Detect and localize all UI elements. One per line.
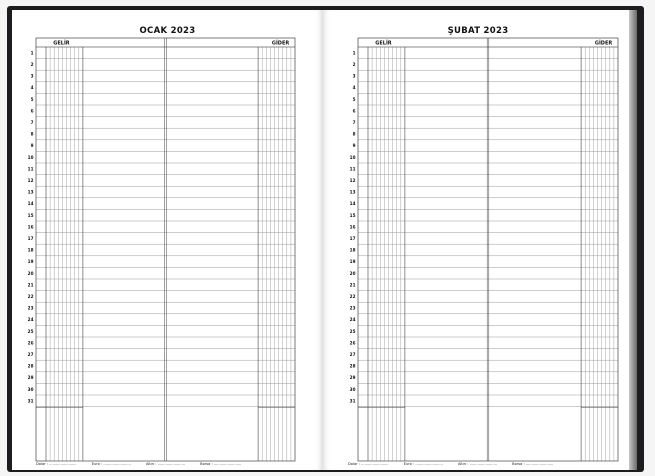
day-number: 13 bbox=[349, 189, 356, 195]
day-number: 1 bbox=[352, 50, 356, 56]
day-number: 25 bbox=[27, 328, 34, 334]
footer-borsa: Borsa : ........................ bbox=[512, 462, 554, 466]
footer-euro: Euro : ........................ bbox=[403, 462, 443, 466]
expense-header: GİDER bbox=[594, 40, 613, 47]
day-number: 4 bbox=[30, 85, 34, 91]
day-number: 15 bbox=[27, 212, 34, 218]
day-number: 9 bbox=[30, 143, 34, 149]
day-number: 9 bbox=[352, 143, 356, 149]
day-number: 20 bbox=[349, 270, 356, 276]
footer-currency-row bbox=[348, 462, 567, 466]
income-header: GELİR bbox=[375, 40, 392, 47]
day-number: 11 bbox=[349, 166, 356, 172]
day-number: 14 bbox=[27, 201, 34, 207]
day-number: 30 bbox=[349, 386, 356, 392]
day-number: 18 bbox=[27, 247, 34, 253]
footer-dolar: Dolar : ........................ bbox=[348, 462, 389, 466]
day-number: 10 bbox=[27, 154, 34, 160]
ledger-table bbox=[322, 10, 634, 470]
ledger-table bbox=[12, 10, 323, 470]
day-number: 5 bbox=[352, 96, 356, 102]
day-number: 8 bbox=[30, 131, 34, 137]
day-number: 30 bbox=[27, 386, 34, 392]
income-header: GELİR bbox=[53, 40, 70, 47]
day-number: 12 bbox=[349, 178, 356, 183]
day-number: 4 bbox=[352, 85, 356, 91]
day-number: 26 bbox=[27, 340, 34, 346]
day-number: 27 bbox=[27, 352, 34, 357]
footer-altin: Altın : ........................ bbox=[457, 462, 497, 466]
day-number: 5 bbox=[30, 96, 34, 102]
page-edge-shadow bbox=[629, 10, 637, 470]
day-number: 22 bbox=[27, 294, 34, 299]
day-number: 24 bbox=[27, 317, 34, 323]
day-number: 21 bbox=[27, 282, 34, 288]
day-number: 7 bbox=[352, 120, 356, 125]
day-number: 17 bbox=[349, 236, 356, 241]
day-number: 28 bbox=[349, 363, 356, 369]
left-page bbox=[12, 10, 323, 470]
footer-borsa: Borsa : ........................ bbox=[200, 462, 242, 466]
day-number: 11 bbox=[27, 166, 34, 172]
month-title: ŞUBAT 2023 bbox=[447, 26, 509, 36]
day-number: 8 bbox=[352, 131, 356, 137]
day-number: 16 bbox=[27, 224, 34, 230]
day-number: 31 bbox=[27, 398, 34, 404]
day-number: 18 bbox=[349, 247, 356, 253]
day-number: 19 bbox=[349, 259, 356, 265]
day-number: 12 bbox=[27, 178, 34, 183]
day-number: 6 bbox=[352, 108, 356, 114]
footer-currency-row bbox=[36, 462, 255, 466]
day-number: 22 bbox=[349, 294, 356, 299]
day-number: 10 bbox=[349, 154, 356, 160]
day-number: 14 bbox=[349, 201, 356, 207]
day-number: 16 bbox=[349, 224, 356, 230]
day-number: 25 bbox=[349, 328, 356, 334]
day-number: 20 bbox=[27, 270, 34, 276]
day-number: 24 bbox=[349, 317, 356, 323]
day-number: 23 bbox=[349, 305, 356, 311]
expense-header: GİDER bbox=[271, 40, 290, 47]
day-number: 13 bbox=[27, 189, 34, 195]
day-number: 15 bbox=[349, 212, 356, 218]
day-number: 2 bbox=[30, 62, 34, 67]
month-title: OCAK 2023 bbox=[139, 26, 196, 36]
day-number: 3 bbox=[30, 73, 34, 79]
day-number: 19 bbox=[27, 259, 34, 265]
footer-dolar: Dolar : ........................ bbox=[36, 462, 77, 466]
footer-euro: Euro : ........................ bbox=[91, 462, 131, 466]
day-number: 29 bbox=[27, 375, 34, 381]
day-number: 6 bbox=[30, 108, 34, 114]
day-number: 17 bbox=[27, 236, 34, 241]
day-number: 3 bbox=[352, 73, 356, 79]
footer-altin: Altın : ........................ bbox=[145, 462, 185, 466]
day-number: 23 bbox=[27, 305, 34, 311]
day-number: 26 bbox=[349, 340, 356, 346]
day-number: 1 bbox=[30, 50, 34, 56]
right-page bbox=[322, 10, 634, 470]
day-number: 27 bbox=[349, 352, 356, 357]
day-number: 28 bbox=[27, 363, 34, 369]
day-number: 7 bbox=[30, 120, 34, 125]
day-number: 2 bbox=[352, 62, 356, 67]
day-number: 31 bbox=[349, 398, 356, 404]
day-number: 21 bbox=[349, 282, 356, 288]
day-number: 29 bbox=[349, 375, 356, 381]
ledger-frame bbox=[358, 38, 618, 461]
